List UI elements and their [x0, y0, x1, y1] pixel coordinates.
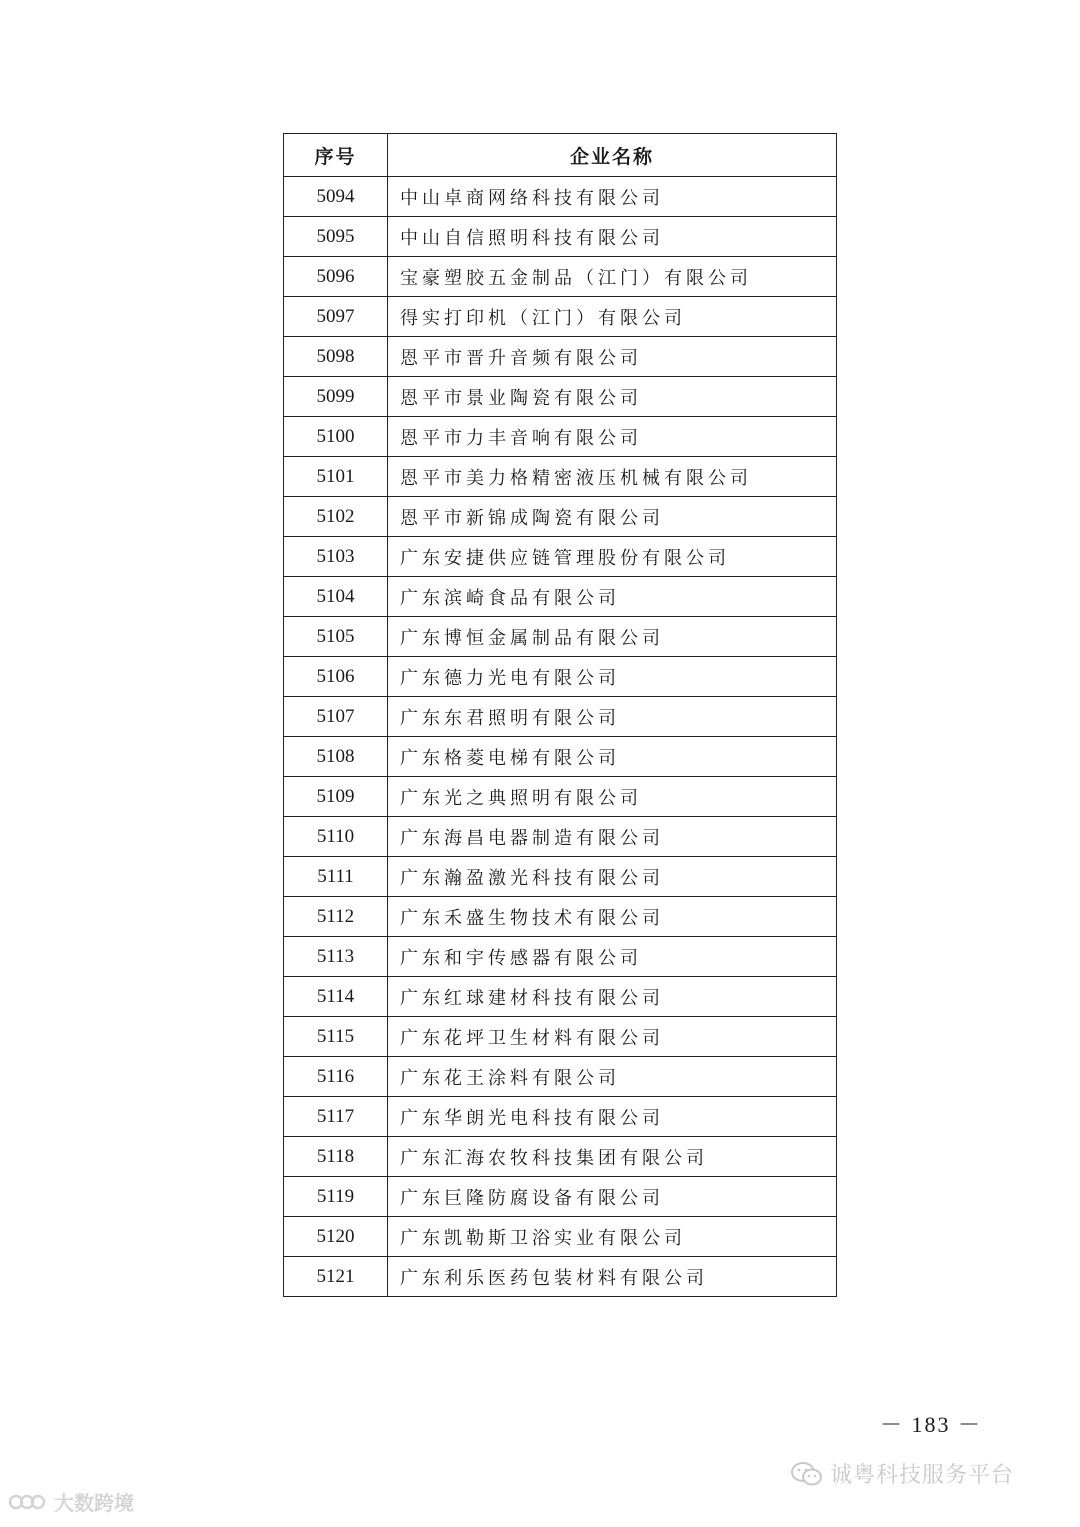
table-row [284, 737, 837, 777]
serial-number-cell: 5095 [284, 217, 388, 257]
table-row [284, 257, 837, 297]
enterprise-name-cell: 广东利乐医药包装材料有限公司 [388, 1257, 837, 1297]
enterprise-name-cell: 广东东君照明有限公司 [388, 697, 837, 737]
table-row [284, 1177, 837, 1217]
enterprise-name-cell: 恩平市新锦成陶瓷有限公司 [388, 497, 837, 537]
enterprise-name-cell: 广东德力光电有限公司 [388, 657, 837, 697]
serial-number-cell: 5103 [284, 537, 388, 577]
wechat-icon [790, 1460, 824, 1488]
table-row [284, 777, 837, 817]
serial-number-cell: 5108 [284, 737, 388, 777]
enterprise-name-cell: 广东凯勒斯卫浴实业有限公司 [388, 1217, 837, 1257]
logo-icon [8, 1491, 48, 1513]
header-serial-number: 序号 [284, 134, 388, 177]
serial-number-cell: 5101 [284, 457, 388, 497]
page-number: － 183 － [880, 1412, 983, 1437]
serial-number-cell: 5109 [284, 777, 388, 817]
table-row [284, 577, 837, 617]
serial-number-cell: 5117 [284, 1097, 388, 1137]
serial-number-cell: 5107 [284, 697, 388, 737]
header-enterprise-name: 企业名称 [388, 134, 837, 177]
enterprise-name-cell: 广东海昌电器制造有限公司 [388, 817, 837, 857]
serial-number-cell: 5099 [284, 377, 388, 417]
serial-number-cell: 5120 [284, 1217, 388, 1257]
enterprise-name-cell: 中山卓商网络科技有限公司 [388, 177, 837, 217]
watermark-platform-text: 诚粤科技服务平台 [830, 1463, 1015, 1488]
serial-number-cell: 5113 [284, 937, 388, 977]
enterprise-name-cell: 广东滨崎食品有限公司 [388, 577, 837, 617]
enterprise-table [283, 133, 837, 1297]
table-row [284, 977, 837, 1017]
table-row [284, 417, 837, 457]
serial-number-cell: 5100 [284, 417, 388, 457]
table-row [284, 497, 837, 537]
enterprise-name-cell: 广东巨隆防腐设备有限公司 [388, 1177, 837, 1217]
table-row [284, 1257, 837, 1297]
table-row [284, 937, 837, 977]
serial-number-cell: 5097 [284, 297, 388, 337]
table-row [284, 657, 837, 697]
enterprise-name-cell: 恩平市美力格精密液压机械有限公司 [388, 457, 837, 497]
enterprise-name-cell: 宝豪塑胶五金制品（江门）有限公司 [388, 257, 837, 297]
watermark-brand [8, 1487, 134, 1516]
table-header-row [284, 134, 837, 177]
serial-number-cell: 5094 [284, 177, 388, 217]
serial-number-cell: 5115 [284, 1017, 388, 1057]
table-row [284, 857, 837, 897]
table-row [284, 337, 837, 377]
table-row [284, 1137, 837, 1177]
serial-number-cell: 5104 [284, 577, 388, 617]
enterprise-name-cell: 恩平市景业陶瓷有限公司 [388, 377, 837, 417]
enterprise-name-cell: 广东华朗光电科技有限公司 [388, 1097, 837, 1137]
watermark-brand-text: 大数跨境 [54, 1491, 134, 1515]
watermark-platform [790, 1458, 1014, 1489]
enterprise-name-cell: 广东禾盛生物技术有限公司 [388, 897, 837, 937]
serial-number-cell: 5098 [284, 337, 388, 377]
serial-number-cell: 5114 [284, 977, 388, 1017]
serial-number-cell: 5118 [284, 1137, 388, 1177]
serial-number-cell: 5111 [284, 857, 388, 897]
table-row [284, 697, 837, 737]
enterprise-name-cell: 广东光之典照明有限公司 [388, 777, 837, 817]
table-row [284, 457, 837, 497]
enterprise-name-cell: 广东红球建材科技有限公司 [388, 977, 837, 1017]
table-row [284, 1217, 837, 1257]
table-row [284, 1017, 837, 1057]
table-row [284, 377, 837, 417]
enterprise-name-cell: 广东格菱电梯有限公司 [388, 737, 837, 777]
table-row [284, 177, 837, 217]
serial-number-cell: 5106 [284, 657, 388, 697]
serial-number-cell: 5110 [284, 817, 388, 857]
table-row [284, 217, 837, 257]
table-row [284, 897, 837, 937]
enterprise-name-cell: 广东瀚盈激光科技有限公司 [388, 857, 837, 897]
table-row [284, 1097, 837, 1137]
table-row [284, 817, 837, 857]
enterprise-name-cell: 中山自信照明科技有限公司 [388, 217, 837, 257]
serial-number-cell: 5121 [284, 1257, 388, 1297]
serial-number-cell: 5096 [284, 257, 388, 297]
serial-number-cell: 5105 [284, 617, 388, 657]
enterprise-name-cell: 广东博恒金属制品有限公司 [388, 617, 837, 657]
enterprise-name-cell: 恩平市力丰音响有限公司 [388, 417, 837, 457]
table-row [284, 1057, 837, 1097]
enterprise-name-cell: 得实打印机（江门）有限公司 [388, 297, 837, 337]
serial-number-cell: 5116 [284, 1057, 388, 1097]
serial-number-cell: 5119 [284, 1177, 388, 1217]
enterprise-name-cell: 广东安捷供应链管理股份有限公司 [388, 537, 837, 577]
serial-number-cell: 5112 [284, 897, 388, 937]
enterprise-name-cell: 恩平市晋升音频有限公司 [388, 337, 837, 377]
serial-number-cell: 5102 [284, 497, 388, 537]
table-row [284, 297, 837, 337]
table-body [284, 177, 837, 1297]
table-row [284, 617, 837, 657]
enterprise-name-cell: 广东和宇传感器有限公司 [388, 937, 837, 977]
enterprise-name-cell: 广东花坪卫生材料有限公司 [388, 1017, 837, 1057]
table-row [284, 537, 837, 577]
enterprise-name-cell: 广东花王涂料有限公司 [388, 1057, 837, 1097]
enterprise-name-cell: 广东汇海农牧科技集团有限公司 [388, 1137, 837, 1177]
